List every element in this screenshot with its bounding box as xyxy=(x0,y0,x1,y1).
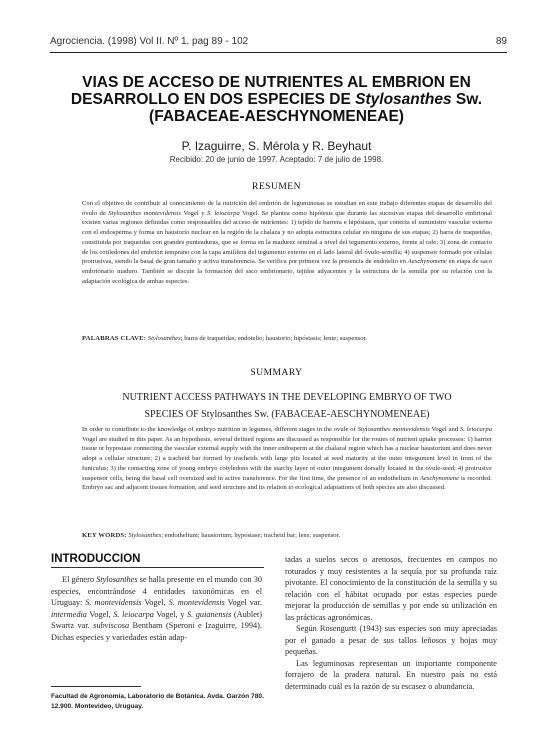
intro-text: Vogel var. xyxy=(224,598,262,607)
summary-title xyxy=(82,389,492,423)
journal-citation: Agrociencia. (1998) Vol II. Nº 1. pag 89 - 102 xyxy=(50,36,249,47)
summary-title-genus: Stylosanthes xyxy=(201,409,252,420)
intro-text: Vogel, xyxy=(141,598,169,607)
species-name: S. leiocarpa xyxy=(459,426,492,433)
palabras-clave-label: PALABRAS CLAVE: xyxy=(82,335,147,342)
footnote-rule xyxy=(51,686,141,687)
received-accepted-dates: Recibido: 20 de junio de 1997. Aceptado: 7 de julio de 1998. xyxy=(169,155,384,164)
intro-right-column xyxy=(285,554,497,692)
summary-title-text: SPECIES OF xyxy=(144,409,202,420)
intro-paragraph-4: Las leguminosas representan un importante componente forrajero de la pradera natural. En nuestro país no está determinado cuál es la razón de su escasez o abundancia. xyxy=(285,658,497,691)
intro-paragraph-1 xyxy=(51,574,262,643)
keyword-genus: Stylosanthes xyxy=(126,532,162,539)
intro-text: Vogel, y xyxy=(153,609,187,619)
keyword-genus: Stylosanthes xyxy=(146,335,181,342)
genus-name: Aeschynomene xyxy=(407,258,447,266)
summary-text: is recorded. Embryo sac and adjacent tissues formation, and seed structure and its relation to ecological adaptations of both species are also discussed. xyxy=(82,474,492,492)
key-words xyxy=(82,531,492,540)
title-genus: Stylosanthes xyxy=(355,91,452,108)
species-name: S. montevidensis xyxy=(85,598,142,607)
intro-paragraph-2: tadas a suelos secos o arenosos, frecuentes en campos no roturados y muy resistentes a la sequía por su profunda raíz pivotante. El conocimiento de la constitución de la semilla y su relación con el hábitat ocupado por estas especies puede mejorar la producción de semillas y por ende su utilización en las prácticas agronómicas. xyxy=(285,555,497,622)
resumen-text: Con el objetivo de contribuir al conocimiento de la nutrición del embrión de leguminosas se estudian en este trabajo diferentes etapas de desarrollo del óvulo de xyxy=(82,200,492,217)
intro-left-column xyxy=(51,574,262,643)
species-name: S. montevidensis xyxy=(168,598,225,607)
intro-paragraph-3: Según Rosengurtt (1943) sus especies son muy apreciadas por el ganado a pesar de sus tallos leñosos y hojas muy pequeñas. xyxy=(285,624,497,656)
species-name: Stylosanthes montevidensis xyxy=(357,426,430,433)
summary-title-line-1: NUTRIENT ACCESS PATHWAYS IN THE DEVELOPING EMBRYO OF TWO xyxy=(122,392,452,403)
species-name: S. guianensis xyxy=(186,609,232,619)
resumen-heading: RESUMEN xyxy=(252,182,301,192)
title-line-2 xyxy=(60,91,493,108)
species-name: Stylosanthes montevidensis xyxy=(108,209,182,217)
key-words-label: KEY WORDS: xyxy=(82,532,127,539)
summary-text: Vogel are studied in this paper. As an hypothesis, several defined regions are discussed as responsible for the routes of nutrient uptake processes: 1) barrier tissue or hypostase connecting the vascular external supply with the inner endosperm at the chalazal region which has a nuclear haustorium and does never adopt a cellular structure; 2) a tracheid bar formed by tracheids with large pits located at seed maturity at the outer integument level in front of the funiculus; 3) the contacting zone of young embryo cotyledons with the starchy layer of outer integument dorsally located in the ovule-seed; 4) protrusive suspensor cells, being the basal cell oversized and in active transference. For the first time, the presence of an endothelium in xyxy=(82,435,492,482)
summary-text: Vogel and xyxy=(429,426,460,433)
palabras-clave xyxy=(82,334,492,343)
genus-name: Stylosanthes xyxy=(96,575,138,584)
resumen-text: en etapa de saco embrionario maduro. También se discute la formación del saco embrionario, tejidos adyacentes y la estructura de la semilla por su relación con la adaptación ecológica de ambas especies. xyxy=(82,258,492,285)
species-name: S. leiocarpa xyxy=(207,209,240,217)
intro-text: (Aublet) Swartz var. xyxy=(51,609,262,630)
intro-text: Vogel, xyxy=(86,609,114,619)
affiliation-footnote: Facultad de Agronomía, Laboratorio de Botánica. Avda. Garzón 780. 12.900. Montevideo, Uruguay. xyxy=(51,693,264,710)
summary-text: In order to contribute to the knowledge of embryo nutrition in legumes, different stages in the ovule of xyxy=(82,426,358,433)
title-line-3: (FABACEAE-AESCHYNOMENEAE) xyxy=(149,108,404,125)
page-number: 89 xyxy=(495,36,507,47)
intro-text: Bentham (Speroni e Izaguirre, 1994). Dichas especies y variedades están adap- xyxy=(51,621,262,642)
resumen-body xyxy=(82,199,492,286)
authors: P. Izaguirre, S. Mérola y R. Beyhaut xyxy=(181,139,372,153)
introduccion-heading: INTRODUCCION xyxy=(51,553,141,565)
variety-name: intermedia xyxy=(51,609,87,619)
key-words-list: ; endothelium; haustorium; hypostase; tracheid bar; lens; suspensor. xyxy=(161,532,341,539)
summary-heading: SUMMARY xyxy=(250,368,303,378)
summary-title-line-2 xyxy=(82,406,492,423)
summary-title-text: Sw. (FABACEAE-AESCHYNOMENEAE) xyxy=(251,409,430,420)
intro-text: se halla presente en el mundo con 30 especies, encontrándose 4 entidades taxonómicas en el Uruguay: xyxy=(51,575,263,607)
title-authority: Sw. xyxy=(451,91,483,108)
title-text: DESARROLLO EN DOS ESPECIES DE xyxy=(70,91,356,108)
title-line-1: VIAS DE ACCESO DE NUTRIENTES AL EMBRION EN xyxy=(82,74,471,91)
palabras-clave-list: ; barra de traqueidas; endotelio; haustorio; hipóstasis; lente; suspensor. xyxy=(180,335,367,342)
running-header xyxy=(50,36,507,50)
intro-text: El género xyxy=(62,575,97,584)
summary-body xyxy=(82,425,492,493)
resumen-text: Vogel y xyxy=(181,209,208,217)
paper-title xyxy=(60,74,493,125)
variety-name: subviscosa xyxy=(93,621,130,630)
section-rule xyxy=(51,567,264,568)
header-rule xyxy=(50,52,507,53)
genus-name: Aeschynomene xyxy=(419,474,460,482)
resumen-text: Vogel. Se plantea como hipótesis que durante las sucesivas etapas del desarrollo embrional existen varias regiones definidas como responsables del acceso de nutrientes: 1) tejido de barrera e hipóstasis, que conecta el suministro vascular externo con el endosperma y forma un haustorio nuclear en la región de la chalaza y no adopta estructura celular en ninguna de sus etapas; 2) barra de traqueidas, constituida por traqueidas con grandes punteaduras, que se forma en la madurez seminal a nivel del tegumento externo, frente al rafe; 3) zona de contacto de los cotiledones del embrión temprano con la capa amilífera del tegumento externo en el lado lateral del óvulo-semilla; 4) suspensor formado por células protrusivas, siendo la basal de gran tamaño y activa transferencia. Se verifica por primera vez la presencia de endotelio en xyxy=(82,209,492,266)
species-name: S. leiocarpa xyxy=(113,609,154,619)
